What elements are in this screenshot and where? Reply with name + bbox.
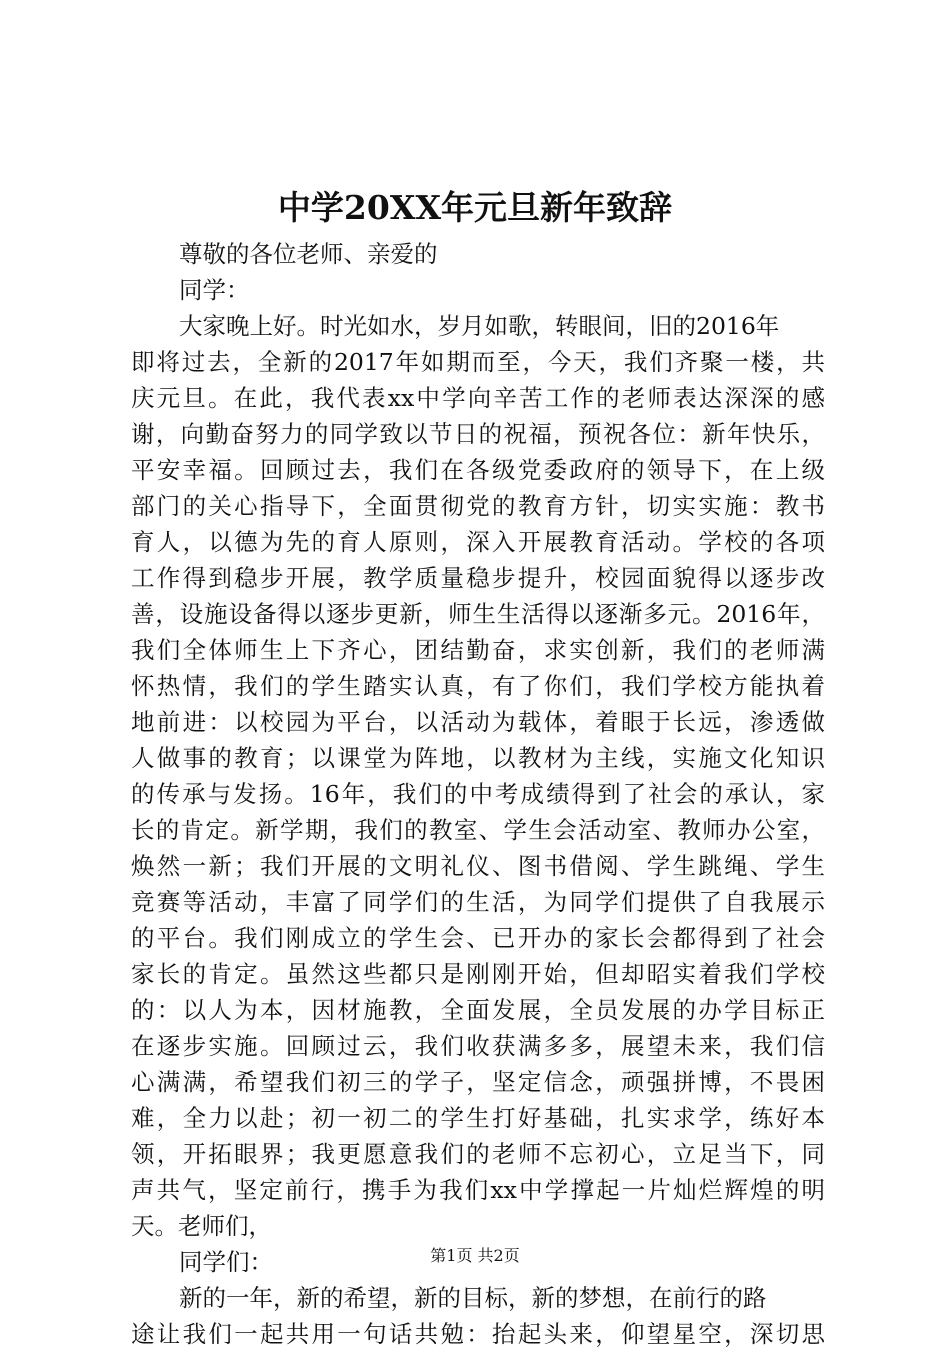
body-line: 庆元旦。在此，我代表xx中学向辛苦工作的老师表达深深的感 bbox=[131, 384, 825, 412]
body-line: 的：以人为本，因材施教，全面发展，全员发展的办学目标正 bbox=[131, 996, 825, 1024]
body-line: 的平台。我们刚成立的学生会、已开办的家长会都得到了社会 bbox=[131, 924, 825, 952]
body-line: 的传承与发扬。16年，我们的中考成绩得到了社会的承认，家 bbox=[131, 780, 825, 808]
body-line: 领，开拓眼界；我更愿意我们的老师不忘初心，立足当下，同 bbox=[131, 1140, 825, 1168]
body-line: 地前进：以校园为平台，以活动为载体，着眼于长远，渗透做 bbox=[131, 708, 825, 736]
body-line: 善，设施设备得以逐步更新，师生生活得以逐渐多元。2016年， bbox=[131, 600, 825, 628]
body-line: 在逐步实施。回顾过云，我们收获满多多，展望未来，我们信 bbox=[131, 1032, 825, 1060]
body-line: 长的肯定。新学期，我们的教室、学生会活动室、教师办公室， bbox=[131, 816, 825, 844]
body-line: 大家晚上好。时光如水，岁月如歌，转眼间，旧的2016年 bbox=[179, 312, 780, 340]
body-line: 难，全力以赴；初一初二的学生打好基础，扎实求学，练好本 bbox=[131, 1104, 825, 1132]
body-line: 育人，以德为先的育人原则，深入开展教育活动。学校的各项 bbox=[131, 528, 825, 556]
body-line: 即将过去，全新的2017年如期而至，今天，我们齐聚一楼，共 bbox=[131, 348, 825, 376]
body-line: 新的一年，新的希望，新的目标，新的梦想，在前行的路 bbox=[179, 1284, 767, 1312]
body-line: 焕然一新；我们开展的文明礼仪、图书借阅、学生跳绳、学生 bbox=[131, 852, 825, 880]
document-title: 中学20XX年元旦新年致辞 bbox=[277, 188, 673, 227]
document-body bbox=[131, 236, 825, 1352]
body-line: 尊敬的各位老师、亲爱的 bbox=[179, 240, 438, 268]
body-line: 平安幸福。回顾过去，我们在各级党委政府的领导下，在上级 bbox=[131, 456, 825, 484]
body-line: 竞赛等活动，丰富了同学们的生活，为同学们提供了自我展示 bbox=[131, 888, 825, 916]
body-line: 谢，向勤奋努力的同学致以节日的祝福，预祝各位：新年快乐， bbox=[131, 420, 825, 448]
body-line: 同学们： bbox=[179, 1248, 273, 1276]
body-line: 途让我们一起共用一句话共勉：抬起头来，仰望星空，深切思 bbox=[131, 1320, 825, 1348]
body-line: 同学： bbox=[179, 276, 250, 304]
body-line: 部门的关心指导下，全面贯彻党的教育方针，切实实施：教书 bbox=[131, 492, 825, 520]
body-line: 天。老师们， bbox=[131, 1212, 272, 1240]
body-line: 人做事的教育；以课堂为阵地，以教材为主线，实施文化知识 bbox=[131, 744, 825, 772]
body-line: 家长的肯定。虽然这些都只是刚刚开始，但却昭实着我们学校 bbox=[131, 960, 825, 988]
body-line: 工作得到稳步开展，教学质量稳步提升，校园面貌得以逐步改 bbox=[131, 564, 825, 592]
body-line: 声共气，坚定前行，携手为我们xx中学撑起一片灿烂辉煌的明 bbox=[131, 1176, 825, 1204]
body-line: 怀热情，我们的学生踏实认真，有了你们，我们学校方能执着 bbox=[131, 672, 825, 700]
body-line: 我们全体师生上下齐心，团结勤奋，求实创新，我们的老师满 bbox=[131, 636, 825, 664]
page-footer: 第1页 共2页 bbox=[430, 1246, 520, 1265]
body-line: 心满满，希望我们初三的学子，坚定信念，顽强拼博，不畏困 bbox=[131, 1068, 825, 1096]
